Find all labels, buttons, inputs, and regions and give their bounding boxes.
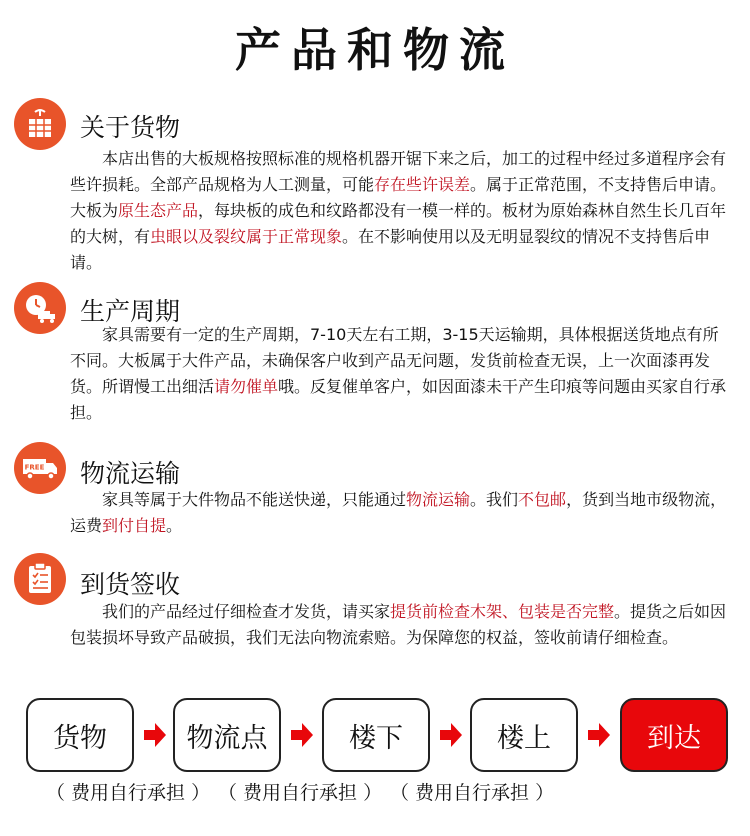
emphasis-text: 到付自提 [102,516,167,535]
checklist-icon [14,553,66,605]
section-title: 到货签收 [80,570,181,599]
emphasis-text: 虫眼以及裂纹属于正常现象 [150,227,343,246]
emphasis-text: 物流运输 [406,490,471,509]
body-text: 。在不影响使用以及无明显裂纹的情况不支持售后申请。 [70,227,711,272]
emphasis-text: 不包邮 [518,490,567,509]
section-title: 生产周期 [80,297,181,326]
body-text: 家具需要有一定的生产周期，7-10天左右工期，3-15天运输期，具体根据送货地点有所不同。大板属于大件产品，未确保客户收到产品无问题，发货前检查无误，上一次面漆再发货。所谓慢工出细活 [70,325,719,396]
section-body [70,487,734,539]
cost-note: （ 费用自行承担 ） [46,782,211,804]
section-body [70,322,734,426]
section-body [70,146,734,276]
section-title: 物流运输 [80,459,181,488]
body-text: 家具等属于大件物品不能送快递，只能通过 [102,490,407,509]
body-text: 哦。反复催单客户，如因面漆未干产生印痕等问题由买家自行承担。 [70,377,727,422]
body-text: 。属于正常范围，不支持售后申请。大板为 [70,175,727,220]
arrow-right-icon [588,723,610,747]
arrow-right-icon [291,723,313,747]
arrow-right-icon [440,723,462,747]
section-title: 关于货物 [80,113,181,142]
emphasis-text: 原生态产品 [118,201,199,220]
page-title: 产品和物流 [235,23,515,77]
delivery-flow [0,698,750,778]
body-text: 。提货之后如因包装损坏导致产品破损，我们无法向物流索赔。为保障您的权益，签收前请仔细检查。 [70,602,727,647]
body-text: 。我们 [470,490,519,509]
cargo-crate-icon [14,98,66,150]
body-text: ，每块板的成色和纹路都没有一模一样的。板材为原始森林自然生长几百年的大树，有 [70,201,727,246]
arrow-right-icon [144,723,166,747]
emphasis-text: 存在些许误差 [374,175,471,194]
body-text: 本店出售的大板规格按照标准的规格机器开锯下来之后，加工的过程中经过多道程序会有些许损耗。全部产品规格为人工测量，可能 [70,149,727,194]
clock-truck-icon [14,282,66,334]
body-text: 我们的产品经过仔细检查才发货，请买家 [102,602,391,621]
flow-step-logistics-point: 物流点 [173,698,281,772]
free-shipping-truck-icon [14,442,66,494]
body-text: 。 [166,516,183,535]
flow-step-downstairs: 楼下 [322,698,430,772]
section-body [70,599,734,651]
cost-note: （ 费用自行承担 ） [390,782,555,804]
flow-step-goods: 货物 [26,698,134,772]
flow-step-upstairs: 楼上 [470,698,578,772]
emphasis-text: 提货前检查木架、包装是否完整 [390,602,615,621]
emphasis-text: 请勿催单 [214,377,279,396]
body-text: ，货到当地市级物流，运费 [70,490,727,535]
free-label: FREE [24,463,45,472]
flow-step-arrived: 到达 [620,698,728,772]
cost-note: （ 费用自行承担 ） [218,782,383,804]
flow-cost-notes [0,778,750,808]
